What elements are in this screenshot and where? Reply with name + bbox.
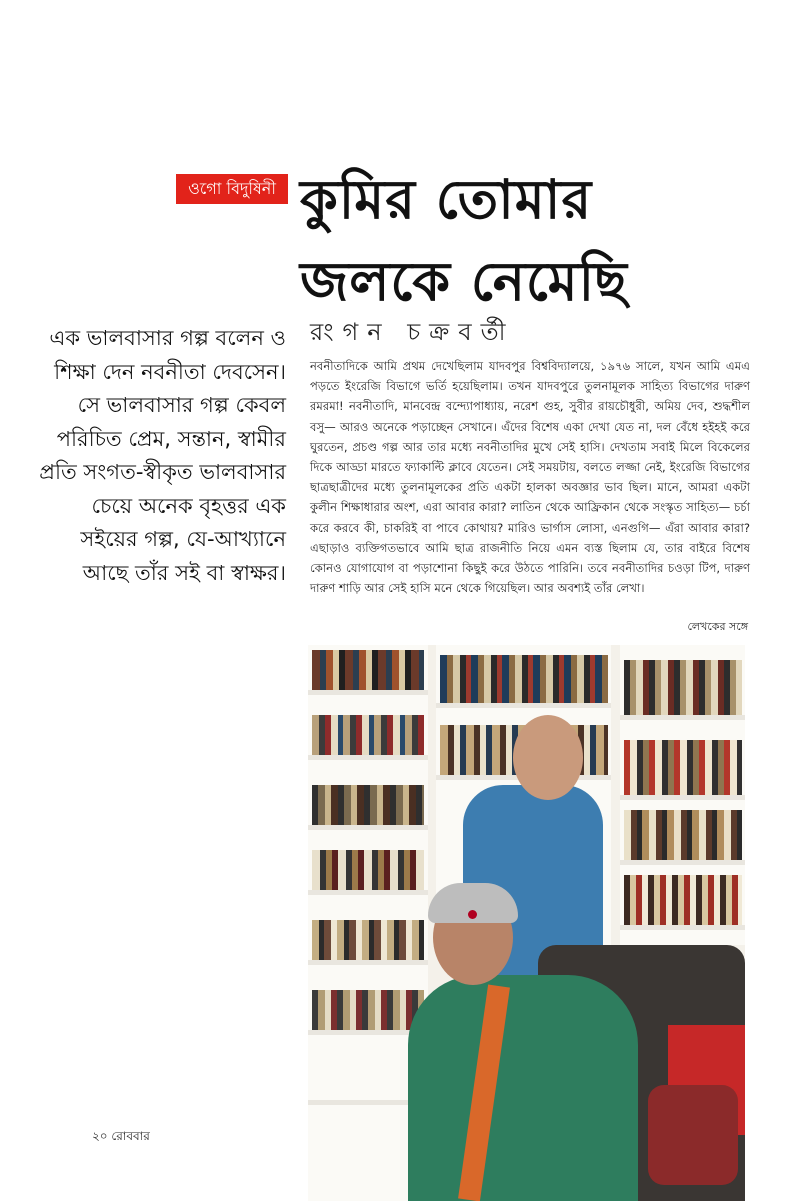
headline-line-1: কুমির তোমার (300, 167, 593, 231)
article-photo (308, 645, 745, 1201)
article-body: নবনীতাদিকে আমি প্রথম দেখেছিলাম যাদবপুর বিশ্ববিদ্যালয়ে, ১৯৭৬ সালে, যখন আমি এমএ পড়তে ইংরেজি বিভাগে ভর্তি হয়েছিলাম। তখন যাদবপুরে তুলনামূলক সাহিত্য বিভাগের দারুণ রমরমা! নবনীতাদি, মানবেন্দ্র বন্দ্যোপাধ্যায়, নরেশ গুহ, সুবীর রায়চৌধুরী, অমিয় দেব, শুদ্ধশীল বসু— আরও অনেকে পড়াচ্ছেন সেখানে। এঁদের বিশেষ একা দেখা যেত না, দল বেঁধে হইহই করে ঘুরতেন, প্রচণ্ড গল্প আর তার মধ্যে নবনীতাদির মুখে সেই হাসি। দেখতাম সবাই মিলে বিকেলের দিকে আড্ডা মারতে ফ্যাকাল্টি ক্লাবে যেতেন। সেই সময়টায়, বলতে লজ্জা নেই, ইংরেজি বিভাগের ছাত্রছাত্রীদের মধ্যে তুলনামূলকের প্রতি একটা হালকা অবজ্ঞার ভাব ছিল। মানে, আমরা একটা কুলীন শিক্ষাধারার অংশ, এরা আবার কারা? লাতিন থেকে আফ্রিকান থেকে সংস্কৃত সাহিত্য— চর্চা করে করবে কী, চাকরিই বা পাবে কোথায়? মারিও ভার্গাস লোসা, এনগুগি— এঁরা আবার কারা? এছাড়াও ব্যক্তিগতভাবে আমি ছাত্র রাজনীতি নিয়ে এমন ব্যস্ত ছিলাম যে, তার বাইরে বিশেষ কোনও যোগাযোগ বা পড়াশোনা কিছুই করে উঠতে পারিনি। তবে নবনীতাদির চওড়া টিপ, দারুণ দারুণ শাড়ি আর সেই হাসি মনে থেকে গিয়েছিল। আর অবশ্যই তাঁর লেখা। (310, 359, 750, 596)
headline-line-2: জলকে নেমেছি (300, 249, 628, 313)
woman-figure (408, 975, 638, 1201)
section-tag: ওগো বিদুষিনী (176, 174, 288, 204)
standfirst: এক ভালবাসার গল্প বলেন ও শিক্ষা দেন নবনীতা দেবসেন। সে ভালবাসার গল্প কেবল পরিচিত প্রেম, সন্তান, স্বামীর প্রতি সংগত-স্বীকৃত ভালবাসার চেয়ে অনেক বৃহত্তর এক সইয়ের গল্প, যে-আখ্যানে আছে তাঁর সই বা স্বাক্ষর। (39, 326, 286, 585)
byline: রংগন চক্রবর্তী (310, 318, 515, 346)
page-folio: ২০ রোববার (92, 1129, 150, 1143)
headline (300, 158, 780, 322)
man-head (513, 715, 583, 800)
handbag (648, 1085, 738, 1185)
photo-caption: লেখকের সঙ্গে (687, 620, 748, 633)
bindi (468, 910, 477, 919)
